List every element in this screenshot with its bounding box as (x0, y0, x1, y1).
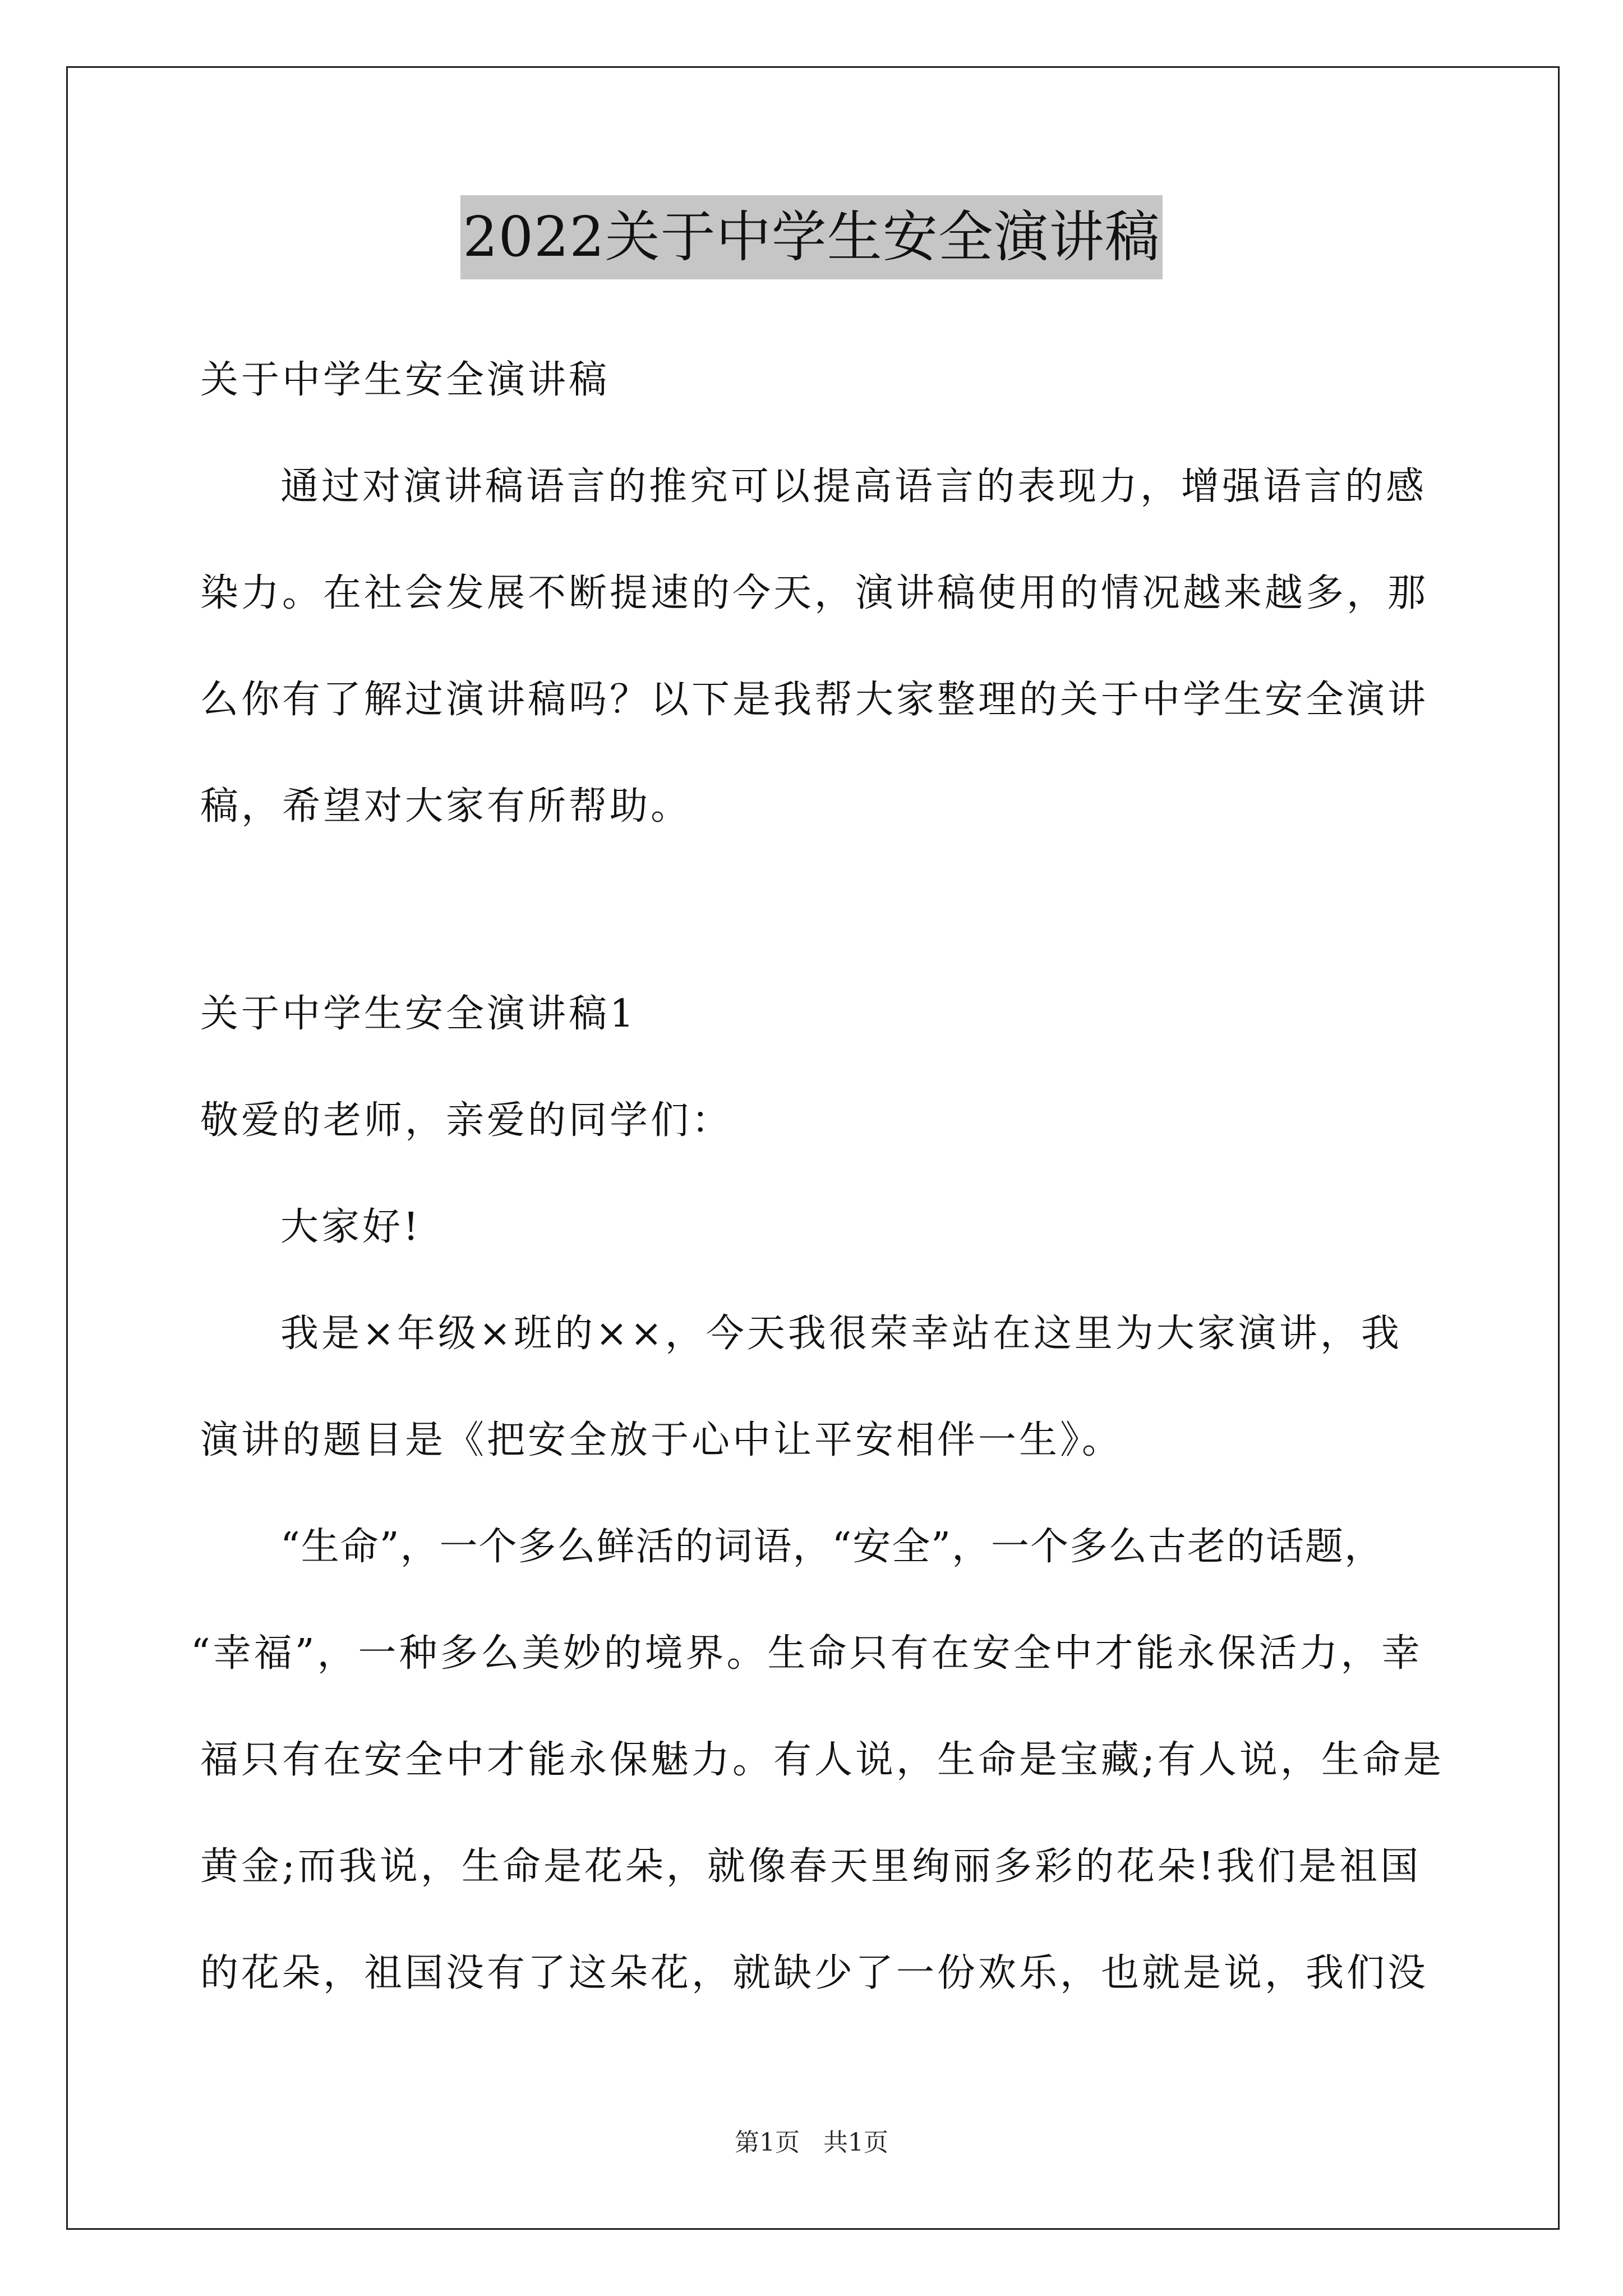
paragraph-line: “生命”，一个多么鲜活的词语，“安全”，一个多么古老的话题， (280, 1525, 1384, 1569)
paragraph-line: 演讲的题目是《把安全放于心中让平安相伴一生》。 (200, 1418, 1123, 1462)
paragraph-line: 稿，希望对大家有所帮助。 (200, 784, 692, 829)
page-footer: 第1页 共1页 (735, 2128, 888, 2157)
paragraph-line: “幸福”，一种多么美妙的境界。生命只有在安全中才能永保活力，幸 (191, 1631, 1423, 1676)
paragraph-line: 的花朵，祖国没有了这朵花，就缺少了一份欢乐，也就是说，我们没 (200, 1951, 1429, 1995)
salutation-line: 敬爱的老师，亲爱的同学们： (200, 1098, 733, 1143)
greeting-line: 大家好! (280, 1205, 422, 1249)
paragraph-line: 福只有在安全中才能永保魅力。有人说，生命是宝藏;有人说，生命是 (200, 1738, 1444, 1782)
subtitle-line: 关于中学生安全演讲稿 (200, 358, 610, 402)
paragraph-line: 我是×年级×班的××，今天我很荣幸站在这里为大家演讲，我 (280, 1312, 1402, 1356)
paragraph-line: 黄金;而我说，生命是花朵，就像春天里绚丽多彩的花朵!我们是祖国 (200, 1844, 1422, 1889)
title-container (0, 195, 1623, 279)
section-heading: 关于中学生安全演讲稿1 (200, 992, 637, 1036)
paragraph-line: 染力。在社会发展不断提速的今天，演讲稿使用的情况越来越多，那 (200, 571, 1429, 615)
paragraph-line: 通过对演讲稿语言的推究可以提高语言的表现力，增强语言的感 (280, 464, 1427, 509)
document-title: 2022关于中学生安全演讲稿 (460, 195, 1162, 279)
paragraph-line: 么你有了解过演讲稿吗？以下是我帮大家整理的关于中学生安全演讲 (200, 678, 1429, 722)
